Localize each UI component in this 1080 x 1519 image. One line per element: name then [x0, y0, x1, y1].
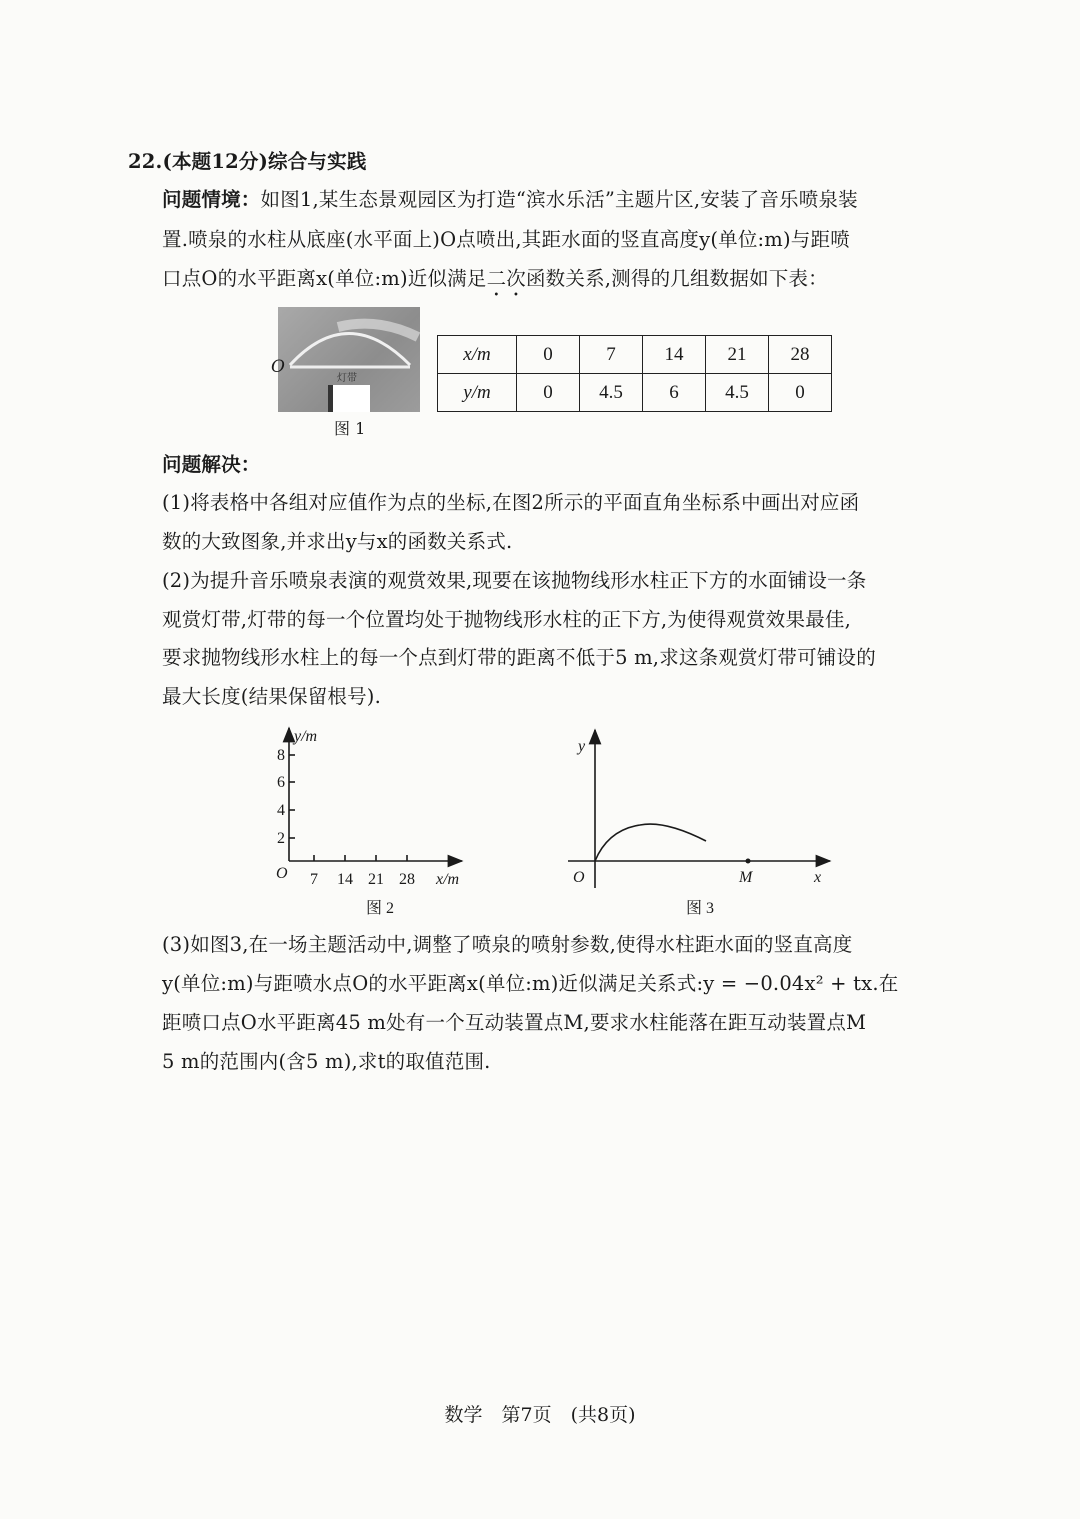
figure2-xtick: 14 [337, 871, 353, 888]
cell: 7 [580, 336, 643, 374]
figure1-origin: O [271, 357, 285, 377]
part2-line: (2)为提升音乐喷泉表演的观赏效果,现要在该抛物线形水柱正下方的水面铺设一条 [162, 569, 867, 592]
emphasized-text: 二次 [486, 267, 526, 290]
figure1-caption: 图 1 [334, 419, 366, 438]
solve-label: 问题解决： [162, 453, 261, 476]
figure2-axes [289, 728, 462, 861]
row-header: x/m [438, 336, 517, 374]
cell: 4.5 [580, 374, 643, 412]
cell: 28 [769, 336, 832, 374]
figure3-xlabel: x [814, 869, 822, 886]
figure1-light-label: 灯带 [337, 373, 357, 384]
cell: 6 [643, 374, 706, 412]
cell: 0 [517, 336, 580, 374]
figure2-ylabel: y/m [294, 728, 318, 745]
figure3-caption: 图 3 [686, 900, 715, 917]
figure3-ylabel: y [578, 738, 586, 755]
figure3-axes [568, 730, 830, 888]
figure2-ytick: 6 [277, 774, 285, 791]
cell: 21 [706, 336, 769, 374]
figure2-xtick: 7 [310, 871, 318, 888]
figure2-caption: 图 2 [366, 900, 395, 917]
situation-line-2: 置.喷泉的水柱从底座(水平面上)O点喷出,其距水面的竖直高度y(单位:m)与距喷 [162, 228, 850, 251]
part3-line: y(单位:m)与距喷水点O的水平距离x(单位:m)近似满足关系式:y = −0.04x² + tx.在 [162, 972, 899, 995]
part3-line: 5 m的范围内(含5 m),求t的取值范围. [162, 1050, 491, 1073]
figure2-xtick: 28 [399, 871, 415, 888]
page-footer: 数学 第7页 (共8页) [444, 1404, 636, 1426]
text: 如图1,某生态景观园区为打造“滨水乐活”主题片区,安装了音乐喷泉装 [260, 188, 858, 211]
figure3-origin: O [573, 869, 585, 886]
figure3-curve [595, 824, 706, 861]
question-title: 22.(本题12分)综合与实践 [128, 150, 367, 173]
situation-label: 问题情境： [162, 188, 261, 211]
part3-line: 距喷口点O水平距离45 m处有一个互动装置点M,要求水柱能落在距互动装置点M [162, 1011, 867, 1034]
part2-line: 观赏灯带,灯带的每一个位置均处于抛物线形水柱的正下方,为使得观赏效果最佳, [162, 608, 851, 631]
cell: 4.5 [706, 374, 769, 412]
part1-line: (1)将表格中各组对应值作为点的坐标,在图2所示的平面直角坐标系中画出对应函 [162, 491, 860, 514]
figure2-ytick: 4 [277, 802, 285, 819]
part2-line: 最大长度(结果保留根号). [162, 685, 382, 708]
part2-line: 要求抛物线形水柱上的每一个点到灯带的距离不低于5 m,求这条观赏灯带可铺设的 [162, 646, 876, 669]
figure2-origin: O [276, 865, 288, 882]
part1-line: 数的大致图象,并求出y与x的函数关系式. [162, 530, 513, 553]
cell: 0 [517, 374, 580, 412]
figure3-m-label: M [739, 869, 753, 886]
part3-line: (3)如图3,在一场主题活动中,调整了喷泉的喷射参数,使得水柱距水面的竖直高度 [162, 933, 853, 956]
figure3-point-m [746, 859, 751, 864]
figure2-ytick: 2 [277, 830, 285, 847]
figure2-xlabel: x/m [436, 871, 460, 888]
cell: 14 [643, 336, 706, 374]
text: 函数关系,测得的几组数据如下表： [525, 267, 828, 290]
figure2-xtick: 21 [368, 871, 384, 888]
cell: 0 [769, 374, 832, 412]
row-header: y/m [438, 374, 517, 412]
text: 口点O的水平距离x(单位:m)近似满足 [162, 267, 487, 290]
figure2-ytick: 8 [277, 747, 285, 764]
